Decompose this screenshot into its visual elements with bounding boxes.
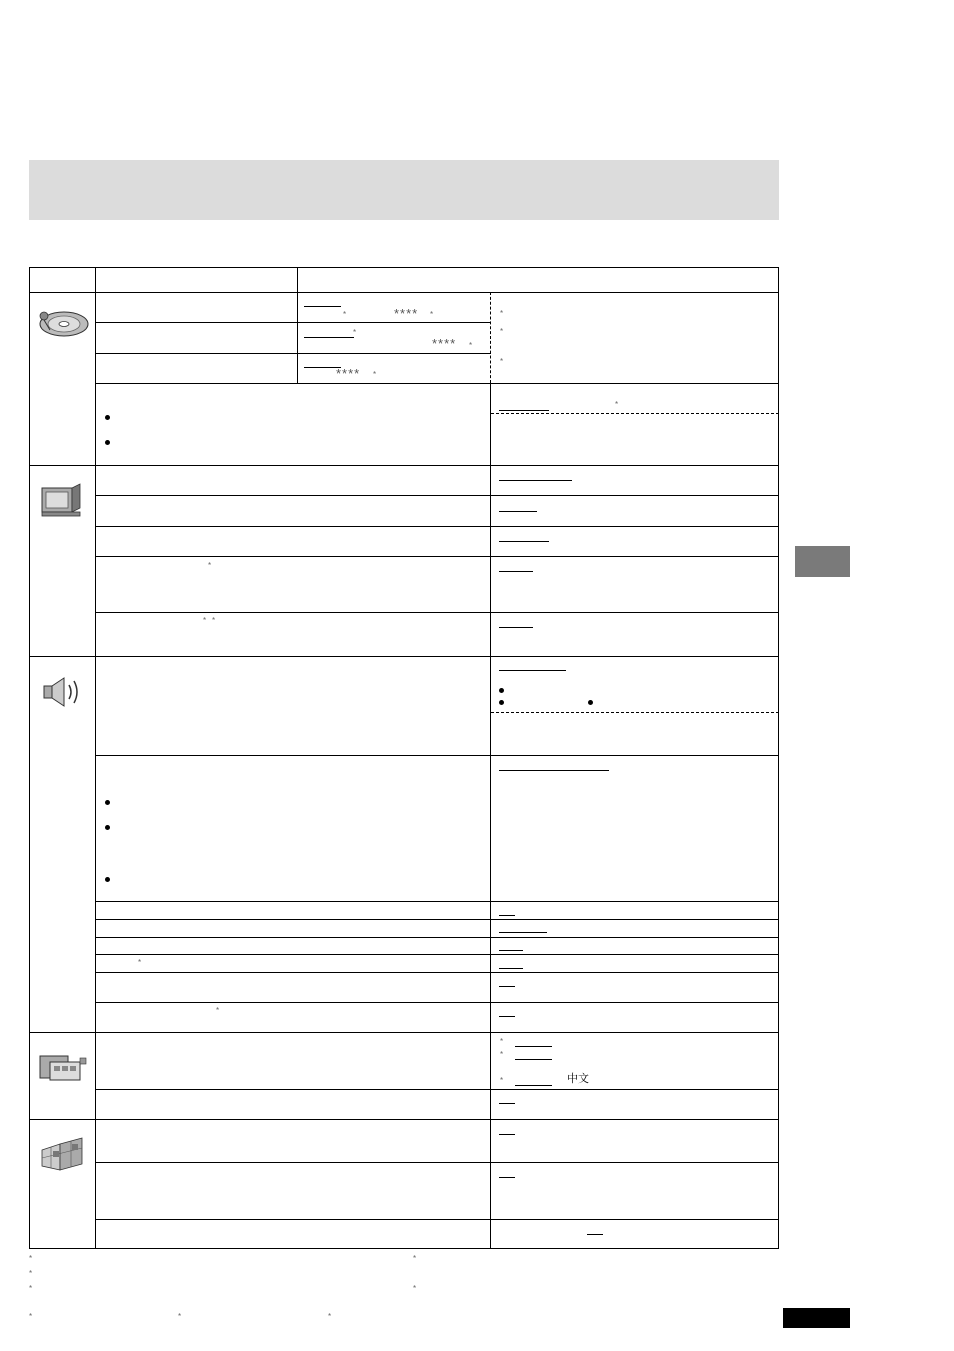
footnote-asterisk: * — [413, 1254, 417, 1263]
default-mark — [499, 670, 566, 671]
side-chapter-tab — [795, 546, 850, 577]
page-number-box — [783, 1308, 850, 1328]
asterisk-mark: * — [500, 327, 504, 336]
row-divider — [95, 1089, 779, 1090]
default-mark — [499, 571, 533, 572]
footnote-asterisk: * — [29, 1284, 33, 1293]
bullet — [499, 700, 504, 705]
footnote-asterisk: * — [178, 1312, 182, 1321]
asterisk-mark: * — [208, 561, 212, 570]
section-divider — [29, 1032, 779, 1033]
row-divider — [95, 353, 491, 354]
asterisk-mark: * — [212, 616, 216, 625]
asterisk-mark: * — [500, 1050, 504, 1059]
asterisk-mark: * — [343, 310, 347, 319]
footnote-asterisk: * — [413, 1284, 417, 1293]
asterisk-mark: * — [615, 400, 619, 409]
footnote-asterisk: * — [328, 1312, 332, 1321]
asterisk-mark: * — [500, 1076, 504, 1085]
row-divider-dashed — [491, 413, 779, 414]
asterisk-mark: * — [216, 1006, 220, 1015]
column-divider-1 — [95, 267, 96, 1249]
section-divider — [29, 465, 779, 466]
row-divider — [95, 322, 491, 323]
row-divider — [95, 1219, 779, 1220]
asterisk-mark: * — [500, 309, 504, 318]
default-mark — [515, 1059, 552, 1060]
audio-language-chinese: 中文 — [567, 1073, 589, 1085]
bullet — [105, 877, 110, 882]
asterisk-mark: * — [138, 958, 142, 967]
asterisk-mark: * — [353, 328, 357, 337]
default-mark — [499, 1177, 515, 1178]
default-mark — [499, 1103, 515, 1104]
asterisk-mark: * — [373, 370, 377, 379]
section-divider — [29, 656, 779, 657]
section-divider — [29, 1119, 779, 1120]
asterisk-mark: * — [500, 357, 504, 366]
default-mark — [515, 1085, 552, 1086]
default-mark — [304, 306, 341, 307]
row-divider — [95, 556, 779, 557]
default-mark — [499, 480, 572, 481]
column-divider-2 — [297, 267, 298, 383]
header-row-divider — [29, 292, 779, 293]
row-divider-dashed — [491, 712, 779, 713]
section-banner — [29, 160, 779, 220]
row-divider — [95, 526, 779, 527]
disc-icon — [36, 306, 90, 340]
default-mark — [499, 511, 537, 512]
bullet — [105, 825, 110, 830]
default-mark — [499, 986, 515, 987]
default-mark — [499, 627, 533, 628]
default-mark — [499, 770, 609, 771]
bullet — [588, 700, 593, 705]
default-mark — [499, 915, 515, 916]
stars-row3: **** — [336, 366, 361, 381]
default-mark — [587, 1234, 603, 1235]
footnote-asterisk: * — [29, 1254, 33, 1263]
speaker-icon — [40, 675, 84, 709]
default-mark — [499, 1134, 515, 1135]
row-divider — [95, 901, 779, 902]
default-mark — [499, 410, 549, 411]
stars-row2: **** — [432, 336, 457, 351]
footnote-asterisk: * — [29, 1269, 33, 1278]
bullet — [105, 800, 110, 805]
default-mark — [499, 968, 523, 969]
default-mark — [304, 337, 354, 338]
default-mark — [499, 950, 523, 951]
bullet — [105, 415, 110, 420]
row-divider — [95, 612, 779, 613]
default-mark — [515, 1046, 552, 1047]
row-divider — [95, 495, 779, 496]
asterisk-mark: * — [430, 310, 434, 319]
row-divider — [95, 972, 779, 973]
asterisk-mark: * — [500, 1037, 504, 1046]
row-divider — [95, 954, 779, 955]
row-divider — [95, 1162, 779, 1163]
row-divider — [95, 383, 779, 384]
default-mark — [499, 541, 549, 542]
asterisk-mark: * — [469, 341, 473, 350]
column-divider-dashed — [490, 292, 491, 383]
row-divider — [95, 919, 779, 920]
settings-table — [29, 267, 779, 1249]
footnote-asterisk: * — [29, 1312, 33, 1321]
display-icon — [36, 1050, 88, 1086]
row-divider — [95, 1002, 779, 1003]
stars-row1: **** — [394, 306, 419, 321]
asterisk-mark: * — [203, 616, 207, 625]
row-divider — [95, 755, 779, 756]
bullet — [105, 440, 110, 445]
default-mark — [499, 1016, 515, 1017]
default-mark — [499, 932, 547, 933]
bullet — [499, 688, 504, 693]
row-divider — [95, 937, 779, 938]
others-icon — [38, 1136, 86, 1172]
screen-icon — [38, 482, 84, 518]
